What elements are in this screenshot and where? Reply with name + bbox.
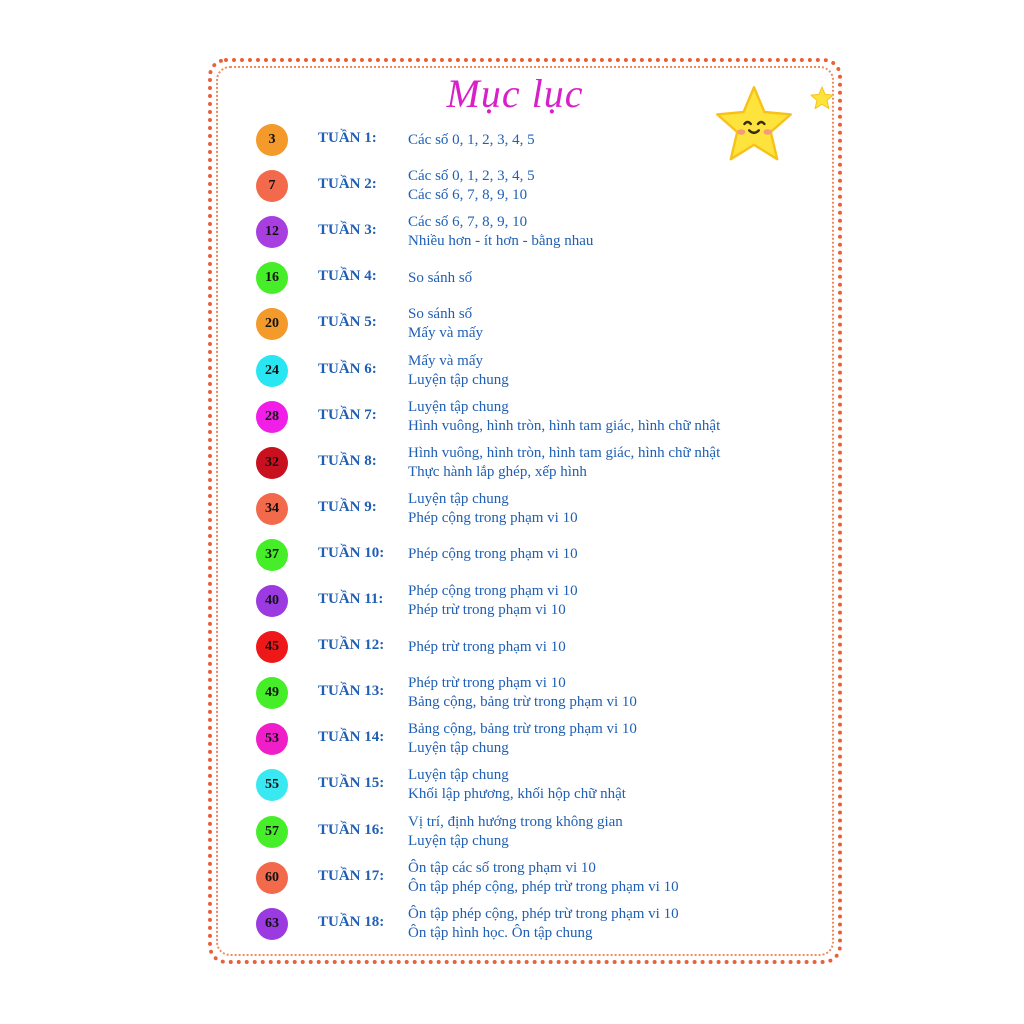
topic-item: Luyện tập chung — [408, 371, 509, 388]
topic-item: Phép trừ trong phạm vi 10 — [408, 638, 566, 655]
topic-item: Các số 6, 7, 8, 9, 10 — [408, 214, 528, 231]
topic-list — [408, 120, 535, 160]
topic-list — [408, 673, 637, 713]
week-label: TUẦN 6: — [318, 360, 377, 377]
topic-item: Luyện tập chung — [408, 767, 509, 784]
topic-list — [408, 812, 623, 852]
page-number-badge: 24 — [256, 355, 288, 387]
toc-row — [0, 212, 1024, 252]
page-number-badge: 63 — [256, 908, 288, 940]
topic-list — [408, 719, 637, 759]
week-label: TUẦN 2: — [318, 176, 377, 193]
week-label: TUẦN 17: — [318, 867, 385, 884]
week-label: TUẦN 11: — [318, 591, 384, 607]
topic-list — [408, 535, 578, 575]
toc-row — [0, 120, 1024, 160]
topic-item: Luyện tập chung — [408, 398, 509, 415]
toc-row — [0, 443, 1024, 483]
topic-list — [408, 627, 566, 667]
topic-list — [408, 581, 578, 621]
page-number-badge: 32 — [256, 447, 288, 479]
toc-row — [0, 904, 1024, 944]
toc-row — [0, 397, 1024, 437]
topic-item: Ôn tập hình học. Ôn tập chung — [408, 924, 593, 941]
topic-item: Luyện tập chung — [408, 832, 509, 849]
topic-list — [408, 304, 483, 344]
topic-list — [408, 858, 679, 898]
week-label: TUẦN 5: — [318, 314, 377, 331]
week-label: TUẦN 10: — [318, 544, 385, 561]
topic-item: Bảng cộng, bảng trừ trong phạm vi 10 — [408, 721, 637, 738]
topic-item: So sánh số — [408, 269, 473, 286]
topic-item: Ôn tập phép cộng, phép trừ trong phạm vi 10 — [408, 905, 679, 922]
topic-list — [408, 258, 472, 298]
topic-item: Hình vuông, hình tròn, hình tam giác, hình chữ nhật — [408, 417, 721, 434]
topic-item: Luyện tập chung — [408, 740, 509, 757]
week-label: TUẦN 8: — [318, 452, 377, 469]
toc-row — [0, 812, 1024, 852]
toc-row — [0, 304, 1024, 344]
topic-item: Hình vuông, hình tròn, hình tam giác, hình chữ nhật — [408, 444, 721, 461]
toc-row — [0, 166, 1024, 206]
topic-item: Phép cộng trong phạm vi 10 — [408, 583, 578, 599]
week-label: TUẦN 7: — [318, 406, 377, 423]
page-number-badge: 40 — [256, 585, 288, 617]
page-number-badge: 45 — [256, 631, 288, 663]
toc-row — [0, 627, 1024, 667]
toc-row — [0, 673, 1024, 713]
page-number-badge: 12 — [256, 216, 288, 248]
topic-list — [408, 351, 509, 391]
toc-row — [0, 581, 1024, 621]
topic-item: Thực hành lắp ghép, xếp hình — [408, 463, 587, 480]
topic-item: Khối lập phương, khối hộp chữ nhật — [408, 786, 626, 803]
week-label: TUẦN 9: — [318, 498, 377, 515]
page-number-badge: 16 — [256, 262, 288, 294]
topic-item: Luyện tập chung — [408, 490, 509, 507]
topic-item: Phép trừ trong phạm vi 10 — [408, 675, 566, 692]
page-title: Mục lục — [446, 71, 584, 116]
topic-list — [408, 212, 593, 252]
page-number-badge: 28 — [256, 401, 288, 433]
week-label: TUẦN 1: — [318, 130, 377, 146]
week-label: TUẦN 15: — [318, 775, 385, 792]
page-number-badge: 49 — [256, 677, 288, 709]
topic-item: Mấy và mấy — [408, 352, 483, 369]
topic-item: Phép trừ trong phạm vi 10 — [408, 602, 566, 618]
topic-list — [408, 904, 679, 944]
week-label: TUẦN 16: — [318, 821, 385, 838]
week-label: TUẦN 4: — [318, 268, 377, 285]
page-number-badge: 20 — [256, 308, 288, 340]
toc-row — [0, 535, 1024, 575]
page-number-badge: 55 — [256, 769, 288, 801]
topic-item: Bảng cộng, bảng trừ trong phạm vi 10 — [408, 694, 637, 711]
toc-row — [0, 765, 1024, 805]
topic-item: Phép cộng trong phạm vi 10 — [408, 509, 578, 526]
week-label: TUẦN 14: — [318, 729, 385, 746]
week-label: TUẦN 18: — [318, 913, 385, 930]
toc-row — [0, 258, 1024, 298]
topic-item: Nhiều hơn - ít hơn - bằng nhau — [408, 233, 594, 250]
topic-list — [408, 443, 720, 483]
topic-item: Các số 0, 1, 2, 3, 4, 5 — [408, 168, 535, 185]
toc-row — [0, 351, 1024, 391]
topic-item: So sánh số — [408, 306, 473, 323]
topic-list — [408, 397, 720, 437]
topic-item: Các số 6, 7, 8, 9, 10 — [408, 187, 528, 204]
week-label: TUẦN 13: — [318, 683, 385, 700]
topic-list — [408, 166, 535, 206]
page-number-badge: 37 — [256, 539, 288, 571]
week-label: TUẦN 12: — [318, 637, 385, 654]
page-number-badge: 57 — [256, 816, 288, 848]
topic-item: Ôn tập phép cộng, phép trừ trong phạm vi 10 — [408, 878, 679, 895]
page-number-badge: 53 — [256, 723, 288, 755]
topic-item: Vị trí, định hướng trong không gian — [408, 813, 623, 830]
topic-list — [408, 489, 578, 529]
page-number-badge: 34 — [256, 493, 288, 525]
topic-item: Mấy và mấy — [408, 325, 483, 342]
topic-item: Phép cộng trong phạm vi 10 — [408, 546, 578, 563]
week-label: TUẦN 3: — [318, 222, 377, 239]
topic-item: Ôn tập các số trong phạm vi 10 — [408, 859, 596, 876]
page-number-badge: 60 — [256, 862, 288, 894]
topic-list — [408, 765, 626, 805]
toc-row — [0, 489, 1024, 529]
toc-row — [0, 858, 1024, 898]
page-number-badge: 7 — [256, 170, 288, 202]
topic-item: Các số 0, 1, 2, 3, 4, 5 — [408, 131, 535, 148]
page-number-badge: 3 — [256, 124, 288, 156]
toc-row — [0, 719, 1024, 759]
